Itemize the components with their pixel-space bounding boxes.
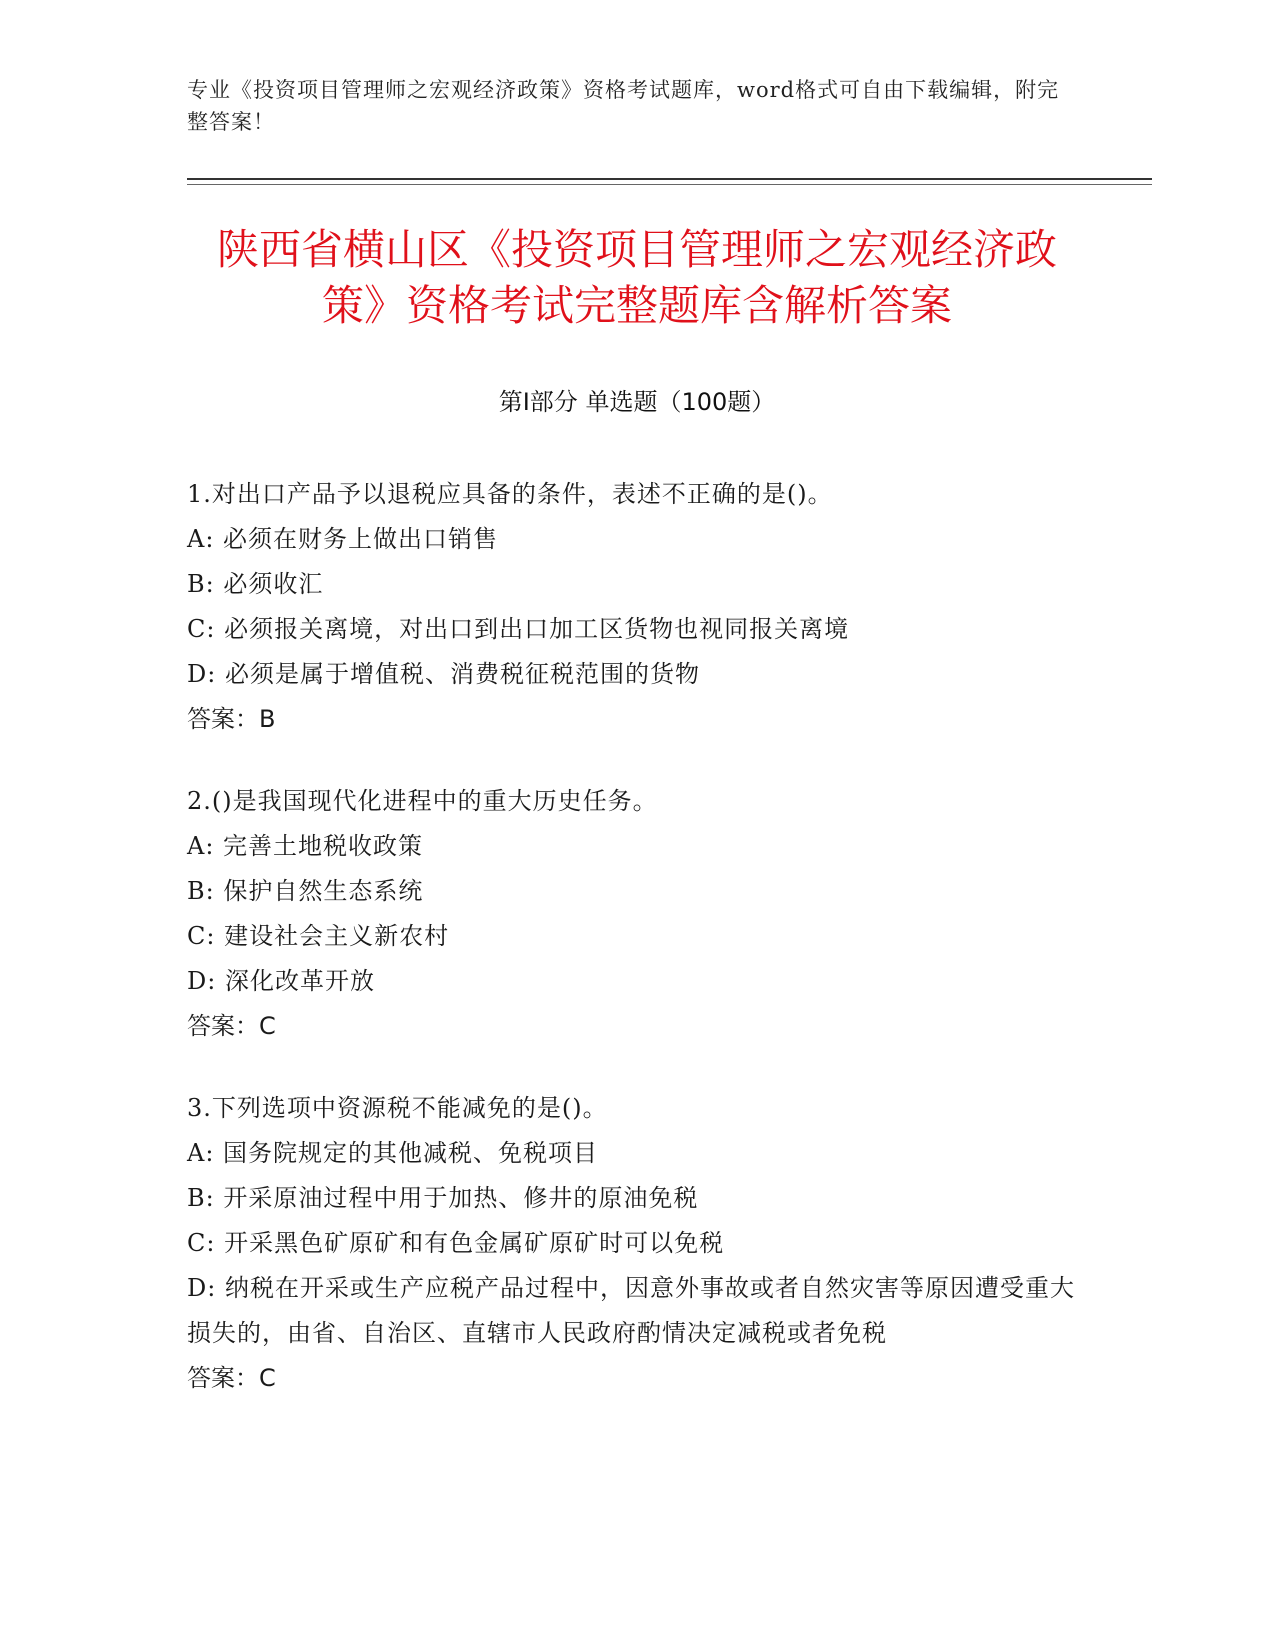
- option-d: D: 深化改革开放: [187, 967, 375, 995]
- question-stem: 1.对出口产品予以退税应具备的条件，表述不正确的是()。: [187, 480, 833, 508]
- question-list: [187, 472, 1077, 1438]
- option-b: B: 保护自然生态系统: [187, 877, 424, 905]
- header-divider-thick: [187, 178, 1152, 180]
- answer-line: 答案：C: [187, 1012, 276, 1040]
- section-title: 第Ⅰ部分 单选题（100题）: [498, 388, 776, 416]
- header-divider-thin: [187, 184, 1152, 185]
- option-d: D: 必须是属于增值税、消费税征税范围的货物: [187, 660, 700, 688]
- option-c: C: 开采黑色矿原矿和有色金属矿原矿时可以免税: [187, 1229, 725, 1257]
- option-d: D: 纳税在开采或生产应税产品过程中，因意外事故或者自然灾害等原因遭受重大损失的，由省、自治区、直辖市人民政府酌情决定减税或者免税: [187, 1274, 1075, 1347]
- header-note: 专业《投资项目管理师之宏观经济政策》资格考试题库，word格式可自由下载编辑，附完整答案！: [187, 78, 1060, 134]
- option-c: C: 必须报关离境，对出口到出口加工区货物也视同报关离境: [187, 615, 850, 643]
- answer-line: 答案：B: [187, 705, 276, 733]
- option-b: B: 必须收汇: [187, 570, 324, 598]
- option-c: C: 建设社会主义新农村: [187, 922, 450, 950]
- document-title: 陕西省横山区《投资项目管理师之宏观经济政策》资格考试完整题库含解析答案: [216, 225, 1057, 330]
- question-1: [187, 472, 1077, 742]
- option-b: B: 开采原油过程中用于加热、修井的原油免税: [187, 1184, 699, 1212]
- question-2: [187, 779, 1077, 1049]
- option-a: A: 必须在财务上做出口销售: [187, 525, 499, 553]
- answer-line: 答案：C: [187, 1364, 276, 1392]
- option-a: A: 国务院规定的其他减税、免税项目: [187, 1139, 599, 1167]
- option-a: A: 完善土地税收政策: [187, 832, 424, 860]
- question-3: [187, 1086, 1077, 1401]
- question-stem: 3.下列选项中资源税不能减免的是()。: [187, 1094, 608, 1122]
- question-stem: 2.()是我国现代化进程中的重大历史任务。: [187, 787, 658, 815]
